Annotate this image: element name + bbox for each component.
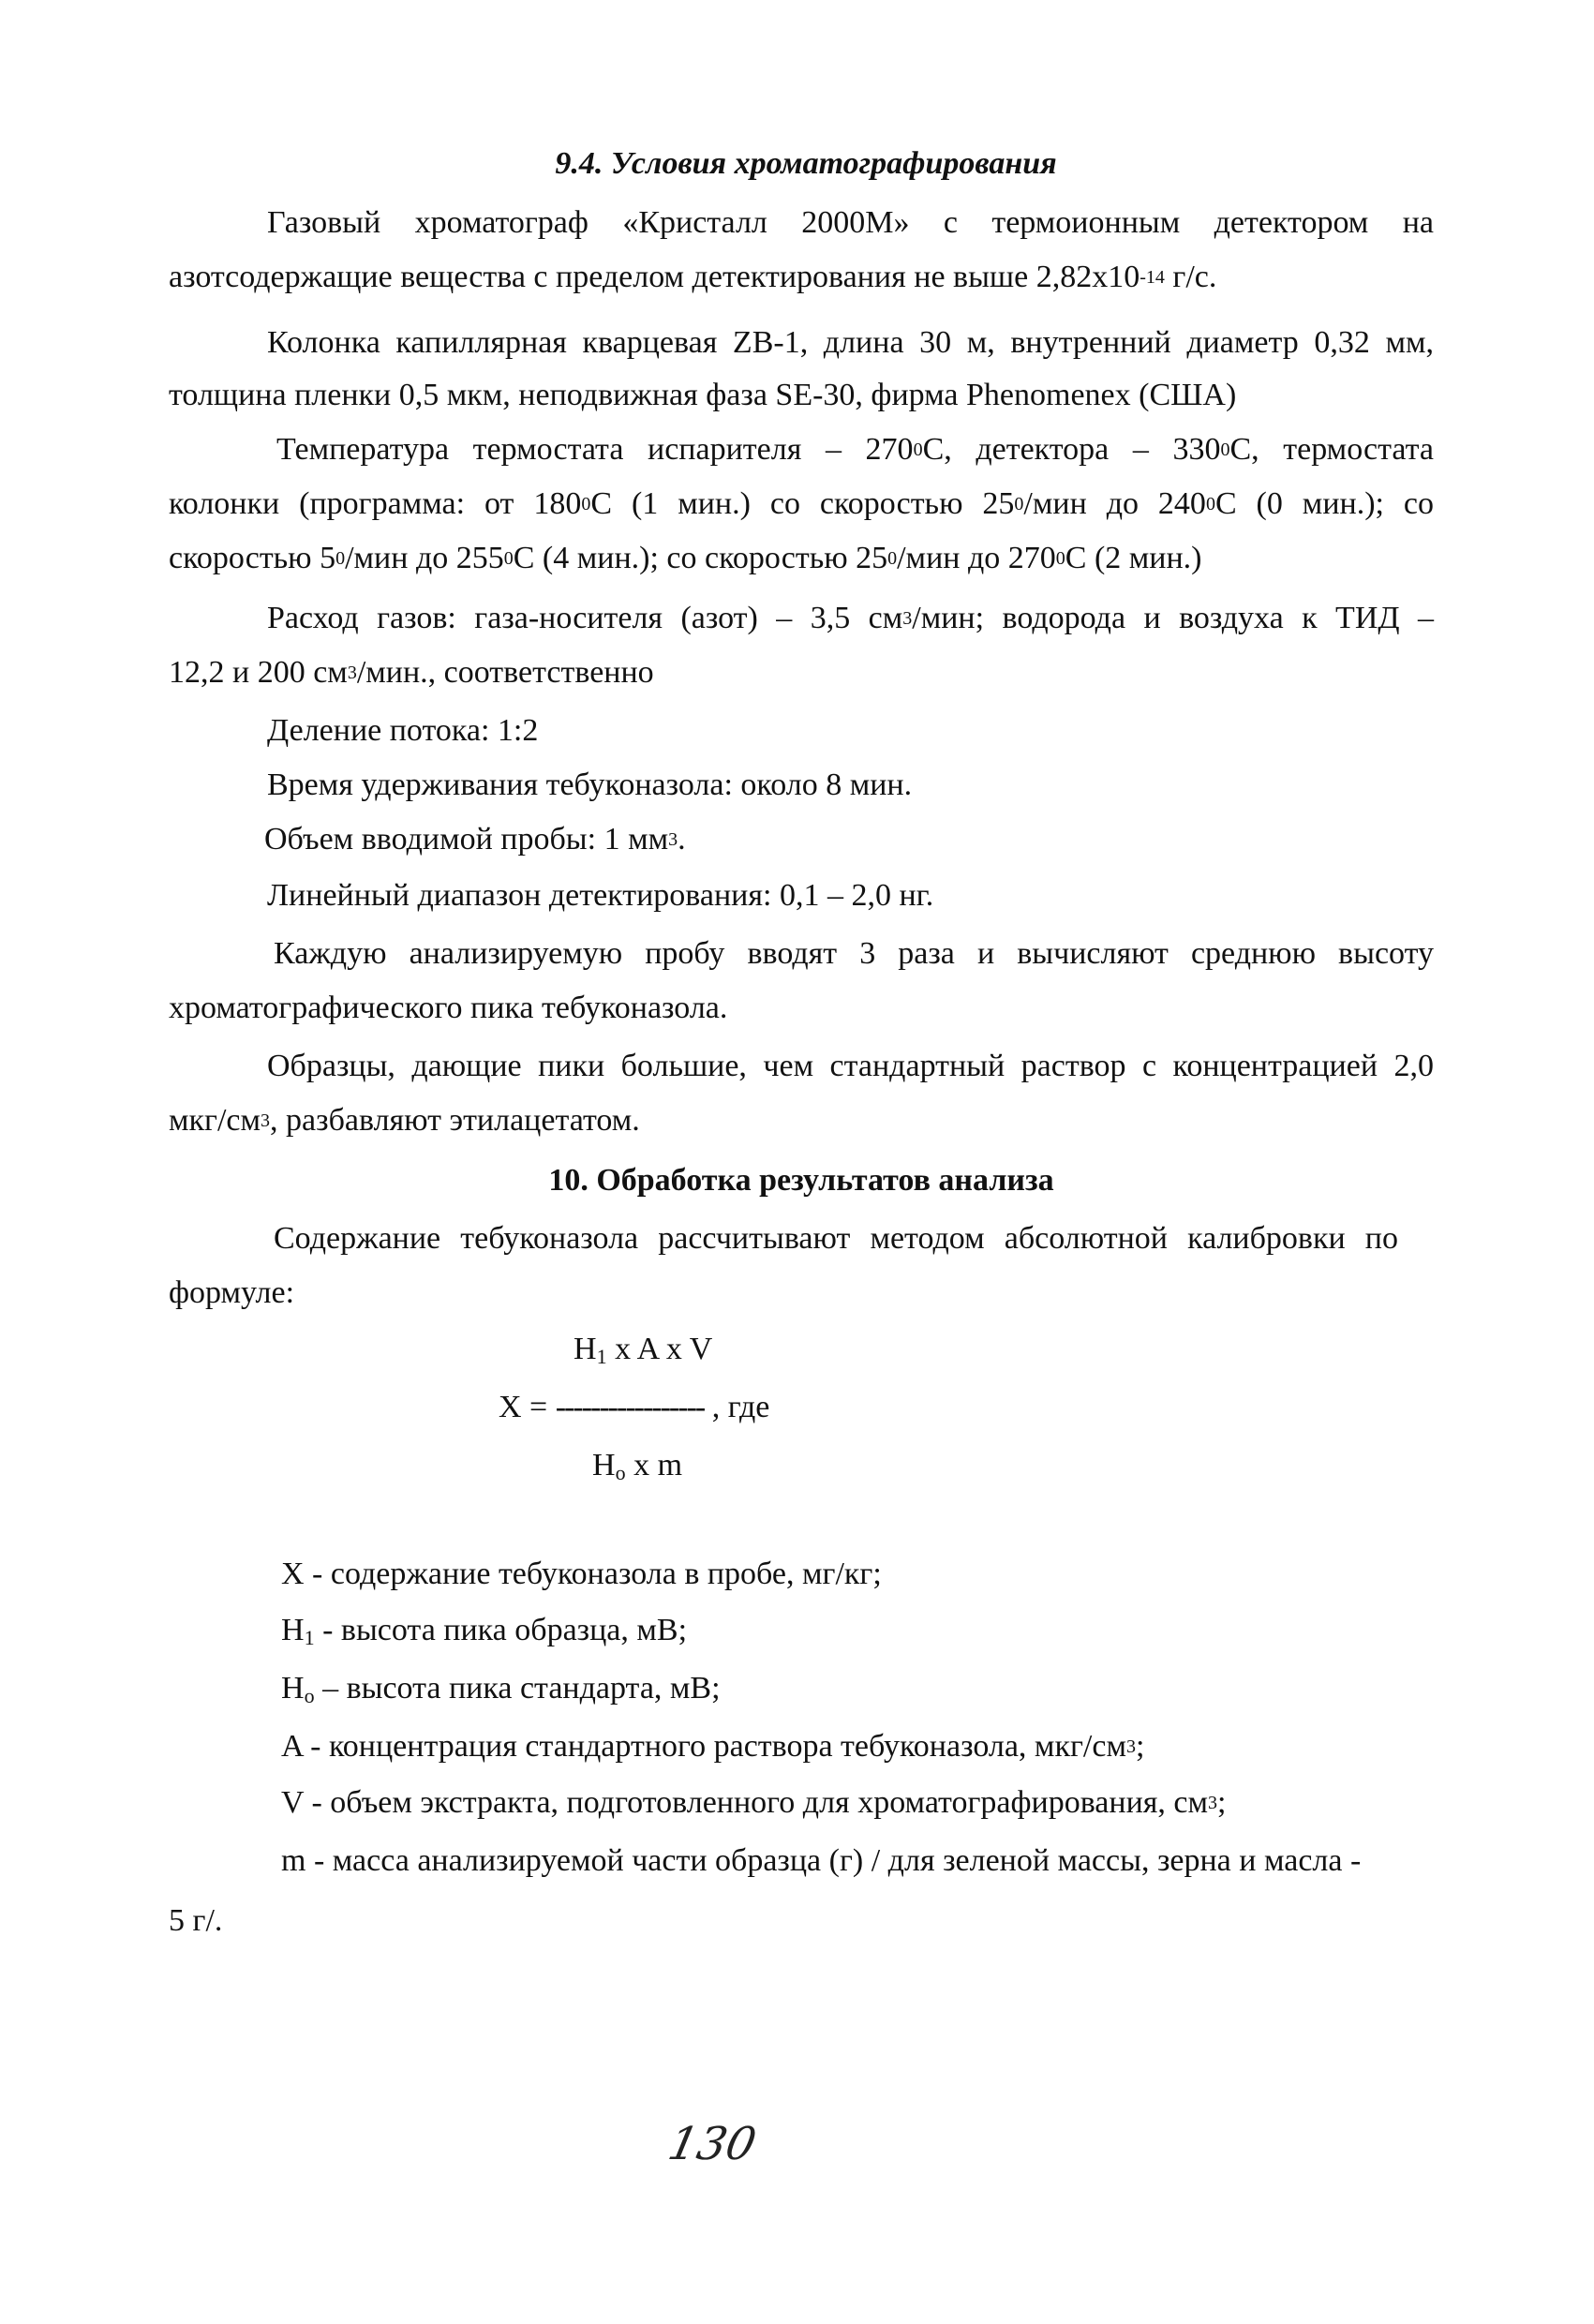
text: X = xyxy=(499,1390,556,1424)
text: /мин; водорода и воздуха к ТИД – xyxy=(912,601,1434,635)
definition-x xyxy=(281,1556,882,1593)
definition-h0 xyxy=(281,1670,721,1707)
text: Объем вводимой пробы: 1 мм xyxy=(264,822,669,857)
text: /мин до 240 xyxy=(1023,486,1206,521)
degree-sup: 0 xyxy=(913,439,923,460)
text: Содержание тебуконазола рассчитывают методом абсолютной калибровки по xyxy=(274,1221,1398,1256)
text: Образцы, дающие пики большие, чем стандартный раствор с концентрацией 2,0 xyxy=(267,1049,1434,1083)
text: 12,2 и 200 см xyxy=(169,655,348,690)
degree-sup: 0 xyxy=(335,548,346,569)
text: 5 г/. xyxy=(169,1903,223,1938)
text: С, термостата xyxy=(1229,432,1434,467)
definition-h1 xyxy=(281,1612,687,1649)
text: V - объем экстракта, подготовленного для хроматографирования, см xyxy=(281,1785,1209,1820)
text: С (1 мин.) со скоростью 25 xyxy=(590,486,1015,521)
paragraph-dilution-line-1 xyxy=(267,1048,1434,1085)
text: Деление потока: 1:2 xyxy=(267,713,539,748)
paragraph-chromatograph-line-1 xyxy=(267,204,1434,242)
paragraph-gas-flow-line-2 xyxy=(169,654,654,692)
definition-m-line-1 xyxy=(281,1842,1361,1880)
formula-fraction-line xyxy=(499,1389,769,1426)
retention-time-line xyxy=(267,767,912,804)
text: /мин до 270 xyxy=(897,541,1056,575)
paragraph-injections-line-1 xyxy=(274,935,1434,973)
superscript: 3 xyxy=(1125,1736,1136,1757)
text: . xyxy=(678,822,686,857)
section-10-title xyxy=(169,1162,1434,1199)
calculation-intro-line-1 xyxy=(274,1220,1398,1258)
superscript: 3 xyxy=(1208,1793,1218,1813)
cube-sup: 3 xyxy=(902,608,913,629)
paragraph-gas-flow-line-1 xyxy=(267,600,1434,637)
text: хроматографического пика тебуконазола. xyxy=(169,991,728,1025)
section-9-4-title-text: 9.4. Условия хроматографирования xyxy=(555,146,1057,181)
text: С (0 мин.); со xyxy=(1214,486,1435,521)
paragraph-temperature-line-3 xyxy=(169,540,1202,577)
text: колонки (программа: от 180 xyxy=(169,486,582,521)
cube-sup: 3 xyxy=(347,663,357,683)
text: X - содержание тебуконазола в пробе, мг/кг; xyxy=(281,1557,882,1591)
degree-sup: 0 xyxy=(1055,548,1065,569)
definition-v xyxy=(281,1784,1227,1822)
text: формуле: xyxy=(169,1275,295,1310)
definition-m-line-2 xyxy=(169,1902,222,1940)
formula-denominator xyxy=(592,1447,682,1484)
calculation-intro-line-2 xyxy=(169,1274,294,1312)
formula-numerator xyxy=(574,1331,712,1368)
page-number: 130 xyxy=(663,2118,761,2170)
degree-sup: 0 xyxy=(1014,494,1024,514)
text: x m xyxy=(625,1448,683,1482)
degree-sup: 0 xyxy=(503,548,514,569)
paragraph-column-line-2 xyxy=(169,377,1236,414)
degree-sup: 0 xyxy=(1205,494,1215,514)
text: Колонка капиллярная кварцевая ZB-1, длина 30 м, внутренний диаметр 0,32 мм, xyxy=(267,325,1434,360)
text: Расход газов: газа-носителя (азот) – 3,5 см xyxy=(267,601,903,635)
text: Температура термостата испарителя – 270 xyxy=(276,432,914,467)
text: H xyxy=(281,1671,305,1706)
text: ; xyxy=(1217,1785,1227,1820)
paragraph-chromatograph-line-2 xyxy=(169,259,1216,296)
subscript: o xyxy=(304,1684,315,1707)
paragraph-temperature-line-2 xyxy=(169,485,1434,523)
text: , разбавляют этилацетатом. xyxy=(270,1103,640,1138)
superscript: -14 xyxy=(1140,267,1165,288)
text: азотсодержащие вещества с пределом детектирования не выше 2,82х10 xyxy=(169,260,1140,294)
text: С (4 мин.); со скоростью 25 xyxy=(513,541,888,575)
text: Каждую анализируемую пробу вводят 3 раза и вычисляют среднюю высоту xyxy=(274,936,1434,971)
text: m - масса анализируемой части образца (г) / для зеленой массы, зерна и масла - xyxy=(281,1843,1362,1878)
text: г/с. xyxy=(1164,260,1217,294)
subscript: 1 xyxy=(304,1626,315,1649)
section-9-4-title xyxy=(169,145,1443,183)
text: H xyxy=(592,1448,616,1482)
degree-sup: 0 xyxy=(1220,439,1230,460)
text: A - концентрация стандартного раствора тебуконазола, мкг/см xyxy=(281,1729,1126,1764)
definition-a xyxy=(281,1728,1144,1765)
text: С (2 мин.) xyxy=(1065,541,1202,575)
injection-volume-line xyxy=(264,821,686,858)
text: - высота пика образца, мВ; xyxy=(314,1613,688,1647)
degree-sup: 0 xyxy=(887,548,898,569)
subscript: 1 xyxy=(596,1345,607,1368)
subscript: o xyxy=(615,1461,626,1484)
text: H xyxy=(281,1613,305,1647)
paragraph-temperature-line-1 xyxy=(276,431,1434,469)
text: , где xyxy=(704,1390,770,1424)
text: – высота пика стандарта, мВ; xyxy=(314,1671,721,1706)
linear-range-line xyxy=(267,877,933,915)
paragraph-column-line-1 xyxy=(267,324,1434,362)
text: x A x V xyxy=(606,1332,713,1366)
text: ; xyxy=(1135,1729,1145,1764)
text: /мин., соответственно xyxy=(356,655,654,690)
text: Время удерживания тебуконазола: около 8 мин. xyxy=(267,767,913,802)
superscript: 3 xyxy=(261,1110,271,1131)
text: мкг/см xyxy=(169,1103,261,1138)
section-10-title-text: 10. Обработка результатов анализа xyxy=(548,1163,1054,1198)
text: /мин до 255 xyxy=(345,541,504,575)
text: H xyxy=(574,1332,597,1366)
text: толщина пленки 0,5 мкм, неподвижная фаза SE-30, фирма Phenomenex (США) xyxy=(169,378,1237,412)
text: Линейный диапазон детектирования: 0,1 – 2,0 нг. xyxy=(267,878,934,913)
degree-sup: 0 xyxy=(581,494,591,514)
paragraph-dilution-line-2 xyxy=(169,1102,640,1140)
paragraph-injections-line-2 xyxy=(169,990,727,1027)
text: скоростью 5 xyxy=(169,541,336,575)
flow-split-line xyxy=(267,712,538,750)
superscript: 3 xyxy=(668,829,678,850)
text: С, детектора – 330 xyxy=(922,432,1221,467)
fraction-bar: ----------------- xyxy=(555,1390,705,1424)
text: Газовый хроматограф «Кристалл 2000М» с термоионным детектором на xyxy=(267,205,1434,240)
